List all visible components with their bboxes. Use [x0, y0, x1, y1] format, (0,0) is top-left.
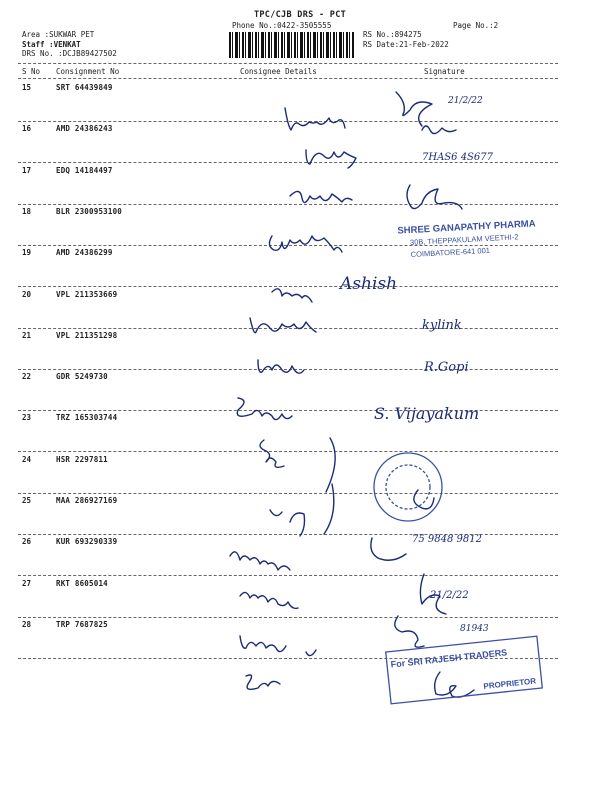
row-consignment-number: AMD 24386299: [56, 248, 113, 257]
column-header-signature: Signature: [424, 67, 465, 76]
rs-date: RS Date:21-Feb-2022: [363, 39, 449, 49]
row-consignment-number: GDR 5249730: [56, 372, 108, 381]
signature-mark: [422, 126, 456, 134]
consignee-scribble: [250, 318, 316, 333]
row-serial-number: 17: [22, 166, 32, 175]
traders-stamp: [390, 645, 536, 702]
row-serial-number: 23: [22, 413, 32, 422]
document-title: TPC/CJB DRS - PCT: [253, 10, 347, 20]
row-consignment-number: TRZ 165303744: [56, 413, 118, 422]
signature-text: R.Gopi: [424, 360, 469, 375]
pharma-stamp-city: COIMBATORE-641 001: [410, 245, 491, 259]
header-right-info: [363, 30, 449, 49]
row-consignment-number: EDQ 14184497: [56, 166, 113, 175]
consignee-scribble: [240, 592, 298, 608]
column-header-consignment: Consignment No: [56, 67, 120, 76]
signature-mark: [407, 185, 462, 209]
header-left-info: [22, 30, 117, 59]
drs-number: DRS No. :DCJB89427502: [22, 49, 117, 58]
pharma-stamp: [397, 218, 537, 261]
signature-text: Ashish: [340, 274, 398, 294]
row-divider: [18, 575, 558, 576]
traders-stamp-role: PROPRIETOR: [483, 676, 537, 691]
signature-text: S. Vijayakum: [374, 404, 480, 423]
rs-number: RS No.:894275: [363, 30, 422, 39]
row-serial-number: 27: [22, 579, 32, 588]
signature-mark: [326, 438, 335, 492]
row-serial-number: 15: [22, 83, 32, 92]
row-consignment-number: VPL 211351298: [56, 331, 118, 340]
page-number: Page No.:2: [453, 21, 499, 30]
row-consignment-number: SRT 64439849: [56, 83, 113, 92]
row-consignment-number: VPL 211353669: [56, 290, 118, 299]
column-header-sno: S No: [22, 67, 41, 76]
row-consignment-number: HSR 2297811: [56, 455, 108, 464]
consignee-scribble: [269, 236, 342, 252]
signature-text: 75 9848 9812: [412, 534, 482, 545]
staff-text: Staff :VENKAT: [22, 39, 81, 49]
row-divider: [18, 451, 558, 452]
row-divider: [18, 286, 558, 287]
consignee-scribble: [260, 440, 284, 467]
row-serial-number: 24: [22, 455, 32, 464]
row-divider: [18, 493, 558, 494]
signature-text: 81943: [460, 624, 489, 634]
divider: [18, 78, 558, 79]
row-consignment-number: KUR 693290339: [56, 537, 118, 546]
signature-mark: [395, 616, 424, 647]
divider: [18, 63, 558, 64]
consignee-scribble: [240, 636, 316, 656]
consignee-scribble: [285, 108, 345, 130]
seal-inner: [386, 465, 430, 509]
row-serial-number: 16: [22, 124, 32, 133]
consignee-scribble: [258, 360, 304, 373]
row-serial-number: 25: [22, 496, 32, 505]
signature-text: 7HAS6 4S677: [422, 152, 493, 163]
seal-outer: [374, 453, 442, 521]
row-divider: [18, 328, 558, 329]
row-divider: [18, 121, 558, 122]
row-divider: [18, 204, 558, 205]
row-serial-number: 28: [22, 620, 32, 629]
phone-number: Phone No.:0422-3505555: [232, 21, 332, 30]
traders-stamp-name: For SRI RAJESH TRADERS: [390, 647, 508, 670]
pharma-stamp-name: SHREE GANAPATHY PHARMA: [397, 218, 536, 237]
consignee-scribble: [246, 675, 280, 689]
row-consignment-number: BLR 2300953100: [56, 207, 123, 216]
consignee-scribble: [270, 484, 334, 536]
signature-mark: [371, 538, 406, 560]
signature-date: 21/2/22: [430, 590, 469, 601]
row-serial-number: 20: [22, 290, 32, 299]
barcode: [229, 32, 354, 58]
row-consignment-number: RKT 8605014: [56, 579, 108, 588]
row-consignment-number: AMD 24386243: [56, 124, 113, 133]
consignee-scribble: [272, 289, 312, 302]
row-divider: [18, 617, 558, 618]
row-serial-number: 22: [22, 372, 32, 381]
signature-text: kylink: [422, 318, 462, 333]
column-header-consignee: Consignee Details: [240, 67, 317, 76]
row-serial-number: 18: [22, 207, 32, 216]
pharma-stamp-address: 30B, THEPPAKULAM VEETHI-2: [409, 232, 519, 247]
consignee-scribble: [230, 552, 290, 570]
row-serial-number: 19: [22, 248, 32, 257]
row-serial-number: 21: [22, 331, 32, 340]
row-consignment-number: MAA 286927169: [56, 496, 118, 505]
row-divider: [18, 369, 558, 370]
consignee-scribble: [290, 191, 352, 202]
area-text: Area :SUKWAR PET: [22, 30, 95, 39]
consignee-scribble: [306, 150, 356, 168]
row-serial-number: 26: [22, 537, 32, 546]
consignee-scribble: [237, 398, 292, 420]
row-consignment-number: TRP 7687825: [56, 620, 108, 629]
signature-date: 21/2/22: [448, 96, 483, 106]
